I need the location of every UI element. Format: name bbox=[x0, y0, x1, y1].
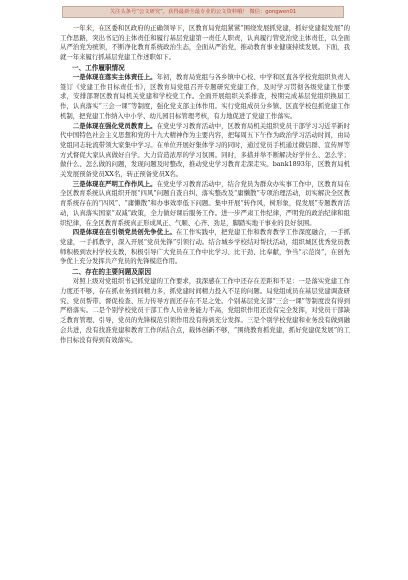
header-banner bbox=[62, 6, 344, 18]
item-text: 在工作实践中，把党建工作和教育教学工作深度融合，一手抓党建，一手抓教学，深入开展“党员先锋”引领行动。结合城乡学校结对帮扶活动，组织城区优秀党员教师积极到农村学校支教，积极引导广大党员在工作中比学习、比干劲、比奉献，争当“示范岗”，在创先争优上充分发挥共产党员的先锋模范作用。 bbox=[60, 228, 350, 266]
item-paragraph bbox=[60, 180, 350, 229]
item-paragraph bbox=[60, 228, 350, 267]
item-lead: 四是体现在在引领党员创先争优上。 bbox=[72, 228, 176, 237]
item-text: 年初，教育局党组与各乡镇中心校、中学和区直各学校党组织负责人签订《党建工作目标责任书》，区教育局党组召开专题研究党建工作，及时学习贯彻各级党建工作要求，安排部署区教育局机关党建和学校党工作。全面开展组织关系排查，按期完成基层党组织换届工作，认真落实“三会一课”等制度，强化党支部主体作用。实行党组成员分乡镇、区直学校包抓党建工作机制，把党建工作纳入中小学、幼儿园目标管理考核，有力地促进了党建工作落实。 bbox=[60, 73, 350, 120]
problems-paragraph: 对照上级对党组织书记抓党建的工作要求，我深感在工作中还存在差距和不足：一是落实党建工作力度还不够，存在抓业务到间精力多，抓党建时间精力投入不足的问题。局党组成员在基层党建调查研究、党员帮带、督促检查、压力传导方面还存在不足之处。个别基层党支部“三会一课”等制度没有得到严格落实。二是个别学校党员干部工作人员业务能力不高，党组织作用还没有完全发挥，对党员干部缺乏教育管理、引导，党员的先锋模范引领作用没有得到充分发挥。三是个别学校党建和业务没有做到融会共进，没有找准党建和教育工作的结合点，载体创新不够，“围绕教育抓党建，抓好党建促发展”的工作目标没有得到有效落实。 bbox=[60, 277, 350, 344]
section-heading-2: 二、存在的主要问题及原因 bbox=[72, 268, 152, 277]
item-paragraph bbox=[60, 122, 350, 180]
section-heading-1: 一、工作履职情况 bbox=[72, 63, 125, 72]
item-text: 在党史学习教育活动中，区教育局机关组织党员干部学习习近平新时代中国特色社会主义思想和党的十九大精神作为主要内容，把每周五下午作为政治学习活动时间，由局党组同志轮流带领大家集中学习。在单位开展好集体学习的同时，通过党员手机通过微信群、宣传屏等方式督促大家认真做好自学。大力营造浓厚的学习氛围。同时，多措并举不断解决好学什么、怎么学；做什么、怎么做的问题，发现问题及时整改，推动党史学习教育走深走实。bank1893年，区教育局机关发展预备党员XX名，转正预备党员X名。 bbox=[60, 121, 350, 179]
intro-paragraph: 一年来，在区委和区政府的正确领导下，区教育局党组紧紧“围绕发展抓党建，抓好党建促发展”的工作思路，突出书记的主体责任和履行基层党建第一责任人职责，认真履行管党治党主体责任，以全面从严治党为统领，不断净化教育系统政治生态，全面从严治党，推动教育事业健康持续发展。下面，我就一年来履行抓基层党建工作述职如下。 bbox=[60, 24, 350, 62]
item-lead: 二是体现在强化党员教育上。 bbox=[72, 121, 157, 130]
item-paragraph bbox=[60, 73, 350, 122]
item-text: 在党史学习教育活动中，结合党员为群众办实事工作中，区教育局在全区教育系统认真组织开展“四风”问题自查自纠、落实整改及“庸懒散”专项治理活动，切实解决全区教育系统存在的“四风”、“庸懒散”和办事效率低下问题。集中开展“转作风，树形象，促发展”专题教育活动，认真落实国家“双减”政策，全力做好课后服务工作。进一步严肃工作纪律，严明党的政治纪律和组织纪律，在全区教育系统真正形成风正、气顺、心齐、劲足，脚踏实地干事业的良好氛围。 bbox=[60, 179, 350, 227]
banner-text: 关注头条号“公文研究”，获得最新全最专业的公文资料哦！ 微信：gongwen01 bbox=[109, 9, 297, 15]
document-body bbox=[60, 24, 350, 574]
item-lead: 一是体现在落实主体责任上。 bbox=[72, 73, 157, 82]
item-lead: 三是体现在严明工作作风上。 bbox=[72, 179, 157, 188]
